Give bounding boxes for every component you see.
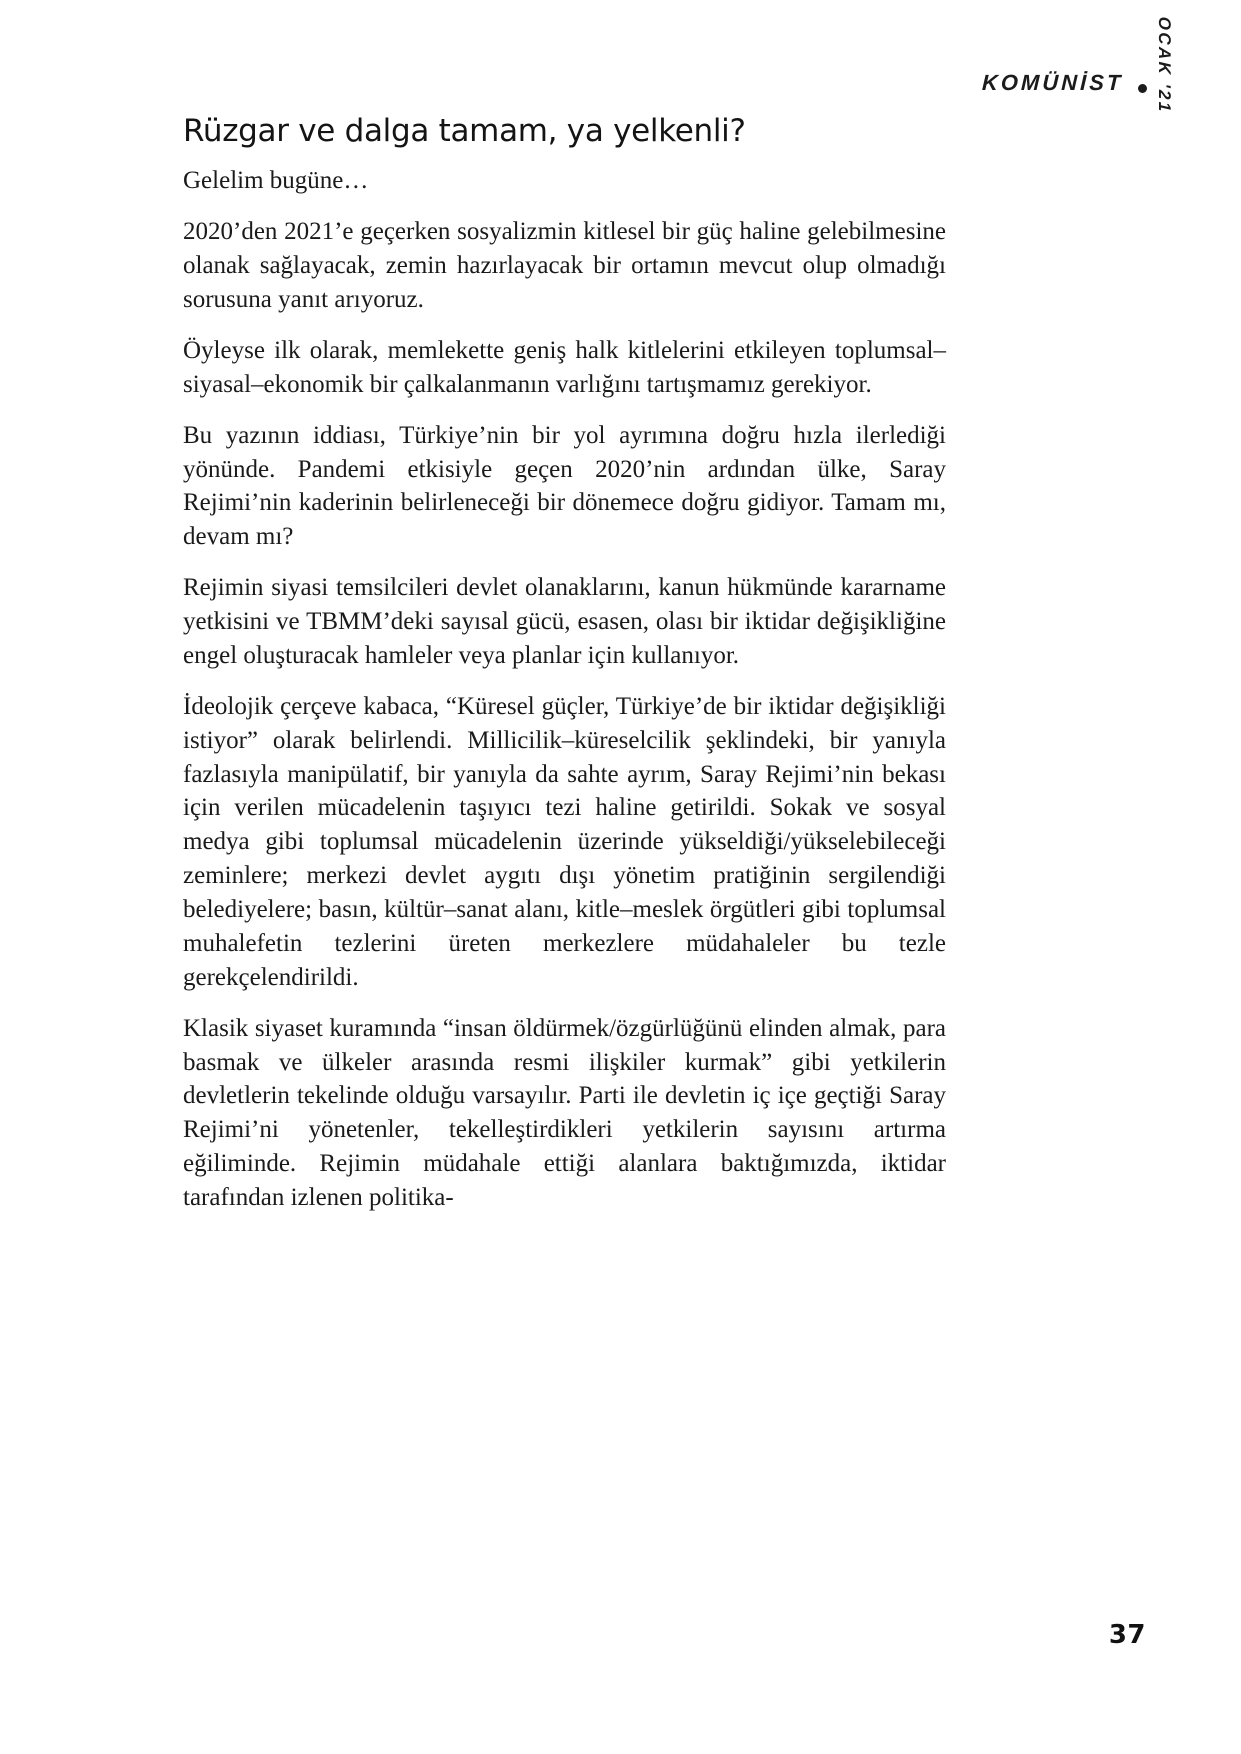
- article-paragraph: İdeolojik çerçeve kabaca, “Küresel güçler, Türkiye’de bir iktidar değişikliği istiyor” olarak belirlendi. Millicilik–küreselcilik şeklindeki, bir yanıyla fazlasıyla manipülatif, bir yanıyla da sahte ayrım, Saray Rejimi’nin bekası için verilen mücadelenin taşıyıcı tezi haline getirildi. Sokak ve sosyal medya gibi toplumsal mücadelenin üzerinde yükseldiği/yükselebileceği zeminlere; merkezi devlet aygıtı dışı yönetim pratiğinin sergilendiği belediyelere; basın, kültür–sanat alanı, kitle–meslek örgütleri gibi toplumsal muhalefetin tezlerini üreten merkezlere müdahaleler bu tezle gerekçelendirildi.: [183, 692, 946, 991]
- page-title: Rüzgar ve dalga tamam, ya yelkenli?: [183, 113, 746, 149]
- article-body: [183, 112, 946, 1215]
- masthead-title: KOMÜNİST: [981, 70, 1124, 95]
- article-paragraph: 2020’den 2021’e geçerken sosyalizmin kitlesel bir güç haline gelebilmesine olanak sağlayacak, zemin hazırlayacak bir ortamın mevcut olup olmadığı sorusuna yanıt arıyoruz.: [183, 218, 946, 313]
- article-paragraph: Rejimin siyasi temsilcileri devlet olanaklarını, kanun hükmünde kararname yetkisini ve TBMM’deki sayısal gücü, esasen, olası bir iktidar değişikliğine engel oluşturacak hamleler veya planlar için kullanıyor.: [183, 574, 946, 669]
- article-paragraph: Bu yazının iddiası, Türkiye’nin bir yol ayrımına doğru hızla ilerlediği yönünde. Pandemi etkisiyle geçen 2020’nin ardından ülke, Saray Rejimi’nin kaderinin belirleneceği bir dönemece doğru gidiyor. Tamam mı, devam mı?: [183, 421, 946, 551]
- page-number: 37: [1108, 1620, 1146, 1650]
- bullet-dot-icon: [1138, 84, 1147, 93]
- issue-date-label: OCAK '21: [1155, 16, 1174, 115]
- article-paragraph: Öyleyse ilk olarak, memlekette geniş halk kitlelerini etkileyen toplumsal–siyasal–ekonomik bir çalkalanmanın varlığını tartışmamız gerekiyor.: [183, 336, 946, 398]
- article-paragraph: Klasik siyaset kuramında “insan öldürmek/özgürlüğünü elinden almak, para basmak ve ülkeler arasında resmi ilişkiler kurmak” gibi yetkilerin devletlerin tekelinde olduğu varsayılır. Parti ile devletin iç içe geçtiği Saray Rejimi’ni yönetenler, tekelleştirdikleri yetkilerin sayısını artırma eğiliminde. Rejimin müdahale ettiği alanlara baktığımızda, iktidar tarafından izlenen politika-: [183, 1014, 946, 1211]
- article-lead: Gelelim bugüne…: [183, 166, 369, 194]
